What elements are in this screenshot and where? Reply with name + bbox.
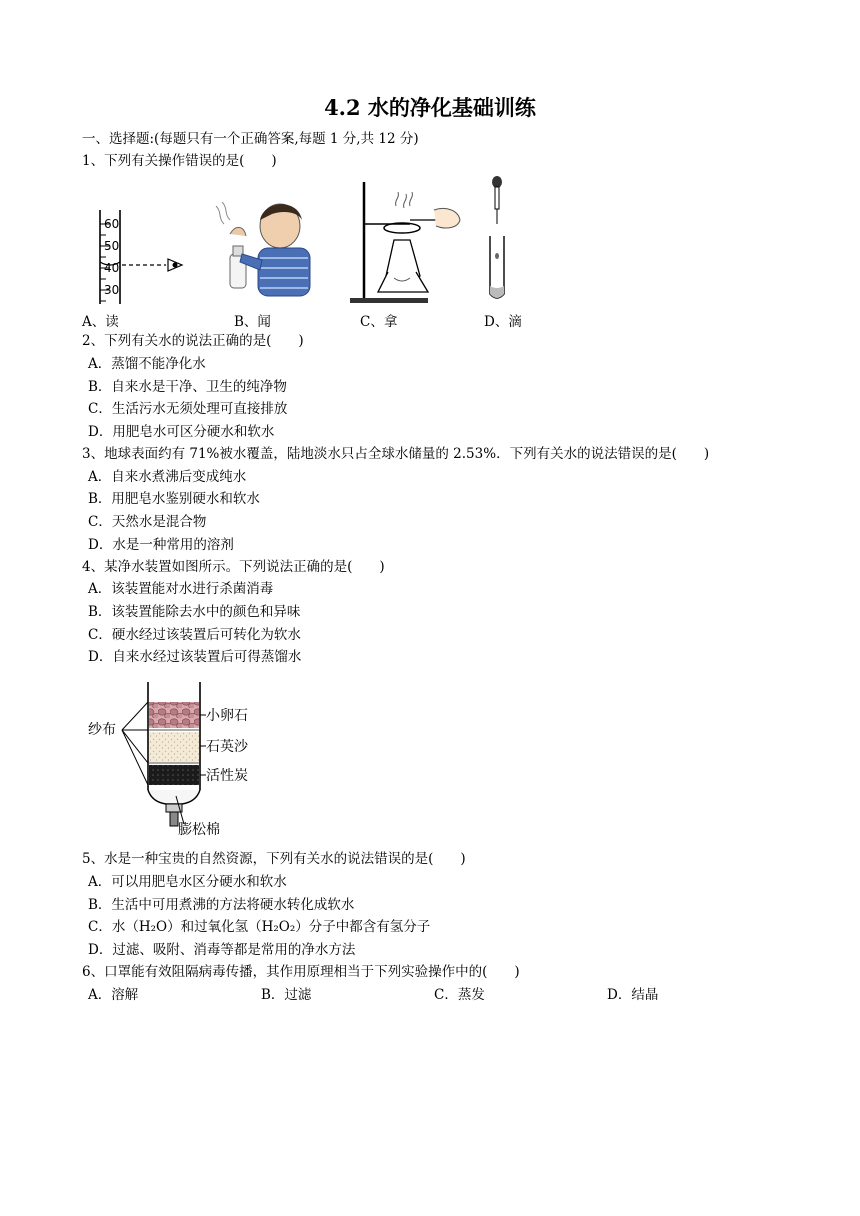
q2-option-b: B．自来水是干净、卫生的纯净物	[88, 379, 287, 395]
q6-option-b: B．过滤	[261, 987, 312, 1003]
question-4-stem: 4、某净水装置如图所示。下列说法正确的是( )	[82, 559, 385, 575]
q4-option-b: B．该装置能除去水中的颜色和异味	[88, 604, 301, 620]
quartz-sand-layer	[149, 732, 199, 762]
caption-a: A、读	[82, 314, 119, 330]
dropper-test-tube-figure	[484, 176, 514, 304]
q3-option-d: D．水是一种常用的溶剂	[88, 537, 234, 553]
q2-option-d: D．用肥皂水可区分硬水和软水	[88, 424, 275, 440]
dropper-bulb-icon	[492, 176, 502, 188]
caption-c: C、拿	[360, 314, 398, 330]
q5-option-b: B．生活中可用煮沸的方法将硬水转化成软水	[88, 897, 355, 913]
q3-option-c: C．天然水是混合物	[88, 514, 207, 530]
question-5-stem: 5、水是一种宝贵的自然资源，下列有关水的说法错误的是( )	[82, 851, 466, 867]
q2-option-c: C．生活污水无须处理可直接排放	[88, 401, 288, 417]
q4-option-c: C．硬水经过该装置后可转化为软水	[88, 627, 301, 643]
q3-option-b: B．用肥皂水鉴别硬水和软水	[88, 491, 260, 507]
label-pebbles: 小卵石	[206, 708, 248, 724]
question-1-stem: 1、下列有关操作错误的是( )	[82, 153, 277, 169]
q6-option-a: A．溶解	[88, 987, 139, 1003]
smelling-boy-figure	[212, 196, 318, 298]
label-cotton: 膨松棉	[178, 822, 220, 838]
page-title: 4.2 水的净化基础训练	[324, 95, 536, 120]
q5-option-d: D．过滤、吸附、消毒等都是常用的净水方法	[88, 942, 356, 958]
label-quartz-sand: 石英沙	[206, 739, 248, 755]
q6-option-d: D．结晶	[607, 987, 659, 1003]
pebble-layer	[149, 702, 199, 728]
alcohol-lamp-stand-figure	[350, 180, 462, 304]
graduated-cylinder-figure	[92, 210, 192, 306]
q4-option-a: A．该装置能对水进行杀菌消毒	[88, 581, 274, 597]
label-gauze: 纱布	[88, 722, 116, 738]
caption-d: D、滴	[484, 314, 522, 330]
caption-b: B、闻	[234, 314, 271, 330]
q5-option-a: A．可以用肥皂水区分硬水和软水	[88, 874, 287, 890]
question-2-stem: 2、下列有关水的说法正确的是( )	[82, 333, 304, 349]
tick-30: 30	[104, 283, 120, 297]
q4-option-d: D．自来水经过该装置后可得蒸馏水	[88, 649, 302, 665]
label-activated-carbon: 活性炭	[206, 768, 248, 784]
q6-option-c: C．蒸发	[434, 987, 485, 1003]
activated-carbon-layer	[149, 765, 199, 785]
tick-50: 50	[104, 239, 120, 253]
question-3-stem: 3、地球表面约有 71%被水覆盖，陆地淡水只占全球水储量的 2.53%．下列有关水的说法错误的是( )	[82, 446, 710, 462]
hand-icon	[434, 208, 460, 228]
tick-60: 60	[104, 217, 120, 231]
section-heading: 一、选择题:(每题只有一个正确答案,每题 1 分,共 12 分)	[82, 131, 419, 147]
question-6-stem: 6、口罩能有效阻隔病毒传播，其作用原理相当于下列实验操作中的( )	[82, 964, 520, 980]
q5-option-c: C．水（H₂O）和过氧化氢（H₂O₂）分子中都含有氢分子	[88, 919, 431, 935]
water-filter-figure	[86, 678, 266, 838]
q3-option-a: A．自来水煮沸后变成纯水	[88, 469, 247, 485]
q2-option-a: A．蒸馏不能净化水	[88, 356, 206, 372]
tick-40: 40	[104, 261, 120, 275]
